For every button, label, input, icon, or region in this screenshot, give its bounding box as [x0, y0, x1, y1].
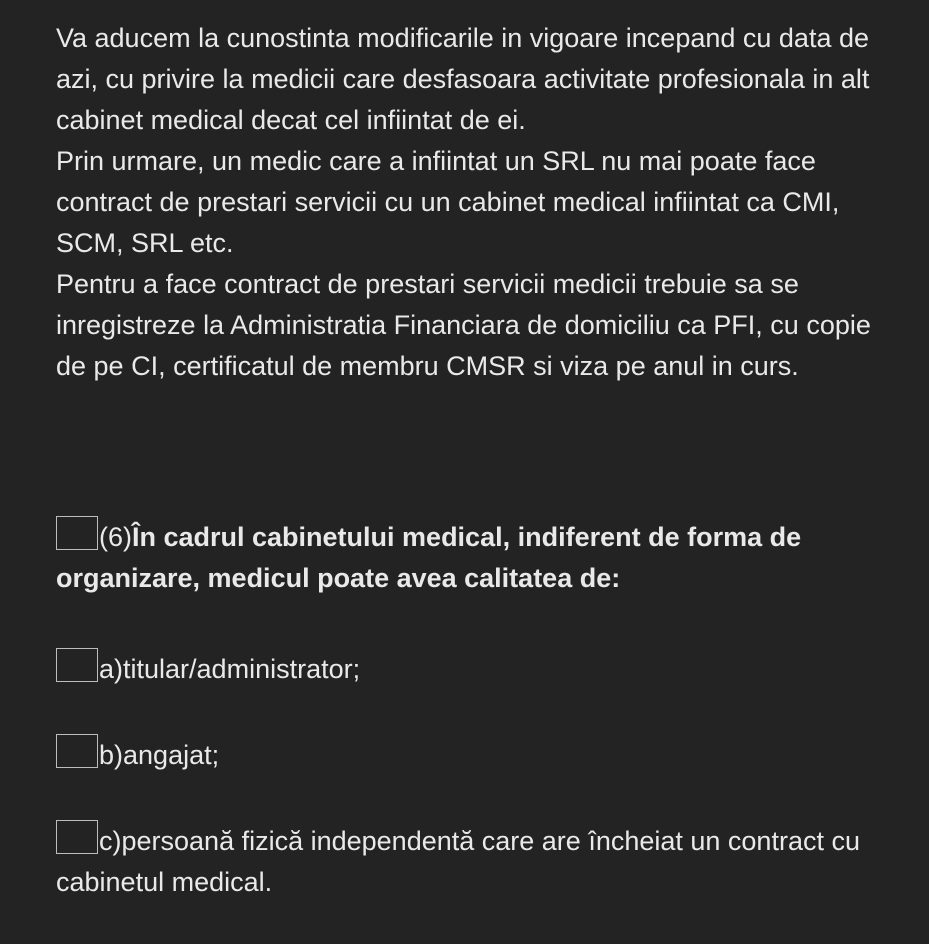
item-b-text: angajat; [123, 740, 220, 770]
item-a-text: titular/administrator; [123, 654, 361, 684]
item-a-paragraph [56, 648, 899, 690]
item-c-checkbox[interactable] [56, 820, 98, 854]
article-6 [56, 516, 899, 599]
item-b-paragraph [56, 734, 899, 776]
item-c-letter: c) [99, 826, 122, 856]
notice-paragraph-3: Pentru a face contract de prestari servicii medicii trebuie sa se inregistreze la Administratia Financiara de domiciliu ca PFI, cu copie de pe CI, certificatul de membru CMSR si viza pe anul in curs. [56, 269, 871, 381]
notice-text [56, 18, 899, 387]
list-item [56, 648, 899, 690]
article-6-paragraph [56, 516, 899, 599]
item-a-checkbox[interactable] [56, 648, 98, 682]
article-6-number: (6) [99, 522, 132, 552]
article-6-checkbox[interactable] [56, 516, 98, 550]
item-c-paragraph [56, 820, 899, 903]
article-6-text: În cadrul cabinetului medical, indiferent de forma de organizare, medicul poate avea calitatea de: [56, 522, 802, 593]
list-item [56, 734, 899, 776]
notice-paragraph-2: Prin urmare, un medic care a infiintat un SRL nu mai poate face contract de prestari servicii cu un cabinet medical infiintat ca CMI, SCM, SRL etc. [56, 146, 840, 258]
notice-paragraph-1: Va aducem la cunostinta modificarile in vigoare incepand cu data de azi, cu privire la medicii care desfasoara activitate profesionala in alt cabinet medical decat cel infiintat de ei. [56, 23, 870, 135]
item-b-letter: b) [99, 740, 124, 770]
item-b-checkbox[interactable] [56, 734, 98, 768]
item-c-text: persoană fizică independentă care are încheiat un contract cu cabinetul medical. [56, 826, 860, 897]
item-a-letter: a) [99, 654, 124, 684]
list-item [56, 820, 899, 903]
